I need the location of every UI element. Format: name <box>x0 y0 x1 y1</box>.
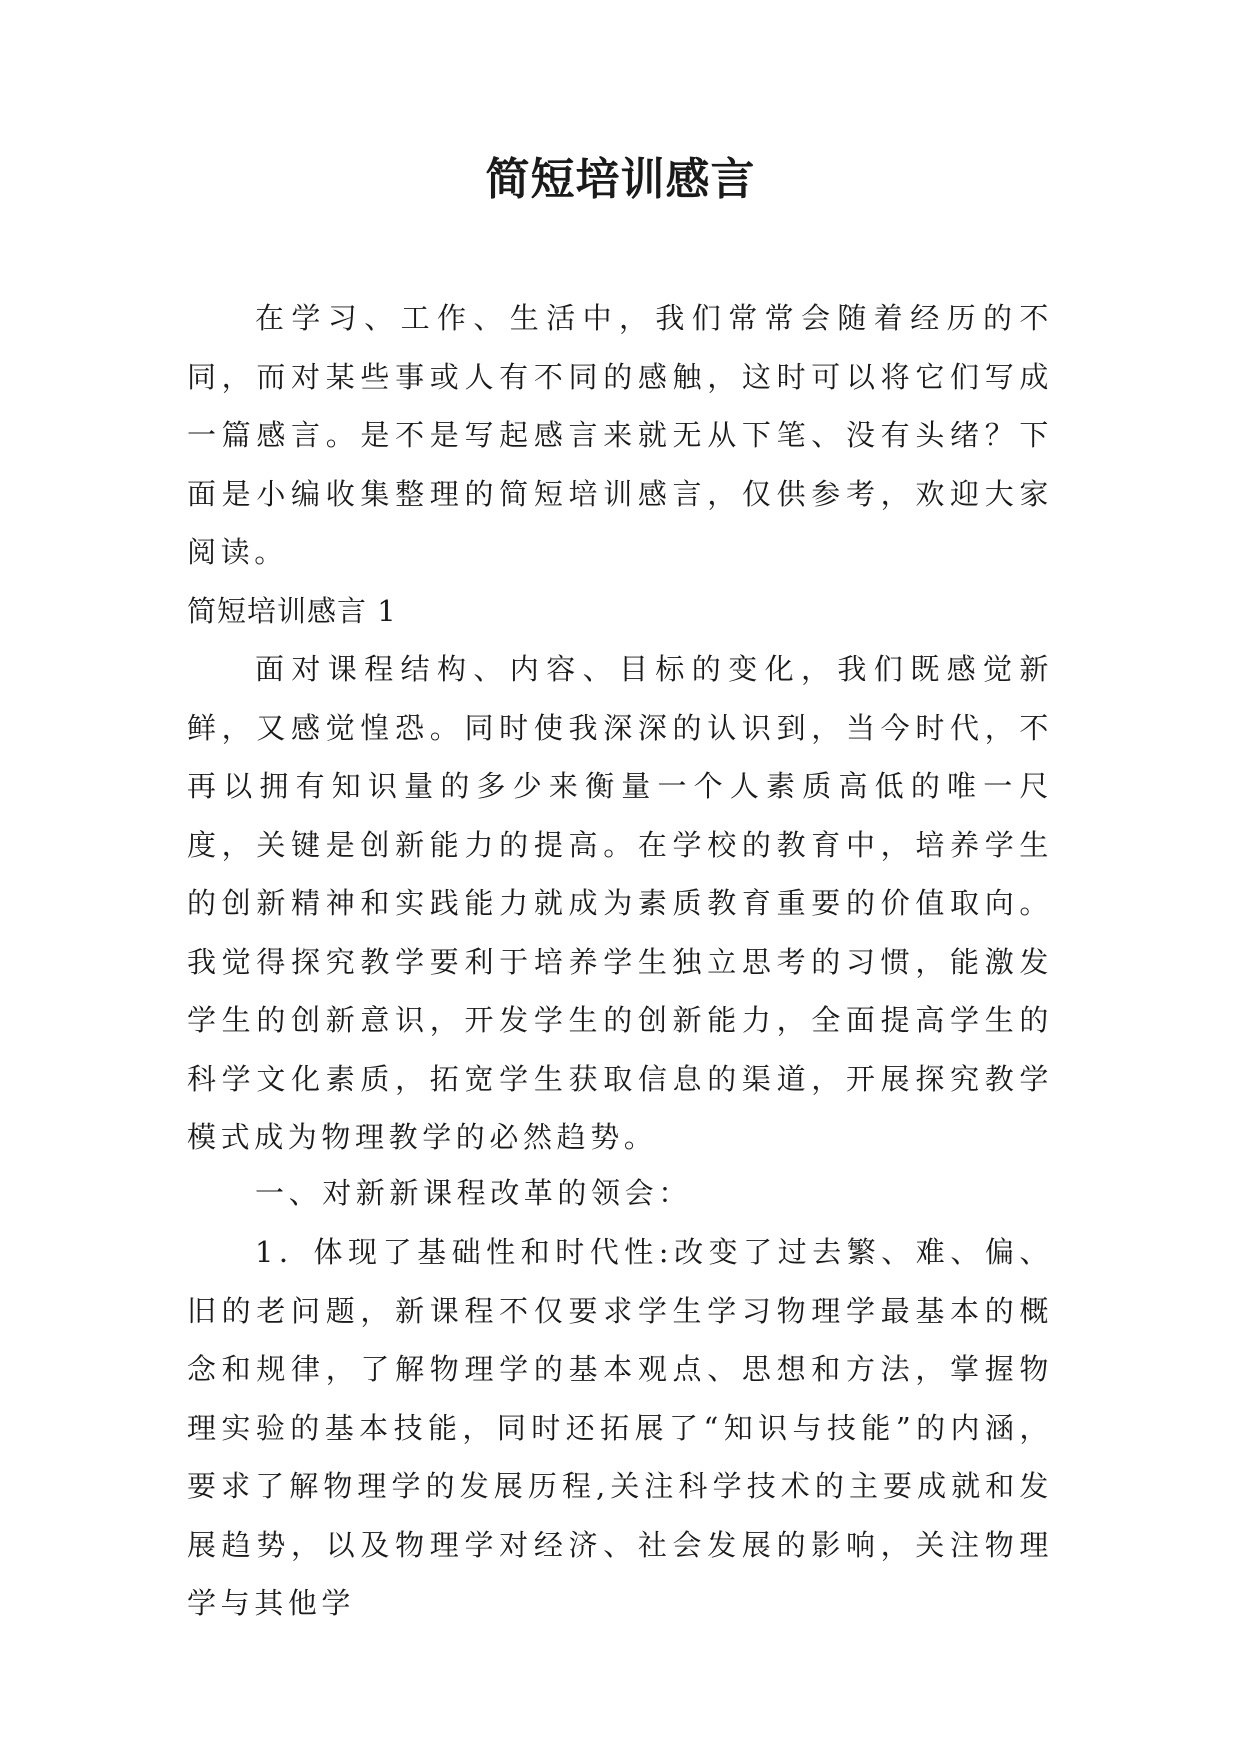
document-title: 简短培训感言 <box>485 154 756 205</box>
body-paragraph: 一、对新新课程改革的领会： <box>255 1176 692 1210</box>
body-paragraph: 面对课程结构、内容、目标的变化，我们既感觉新鲜，又感觉惶恐。同时使我深深的认识到，当今时代，不再以拥有知识量的多少来衡量一个人素质高低的唯一尺度，关键是创新能力的提高。在学校的教育中，培养学生的创新精神和实践能力就成为素质教育重要的价值取向。我觉得探究教学要利于培养学生独立思考的习惯，能激发学生的创新意识，开发学生的创新能力，全面提高学生的科学文化素质，拓宽学生获取信息的渠道，开展探究教学模式成为物理教学的必然趋势。 <box>187 652 1053 1154</box>
intro-paragraph: 在学习、工作、生活中，我们常常会随着经历的不同，而对某些事或人有不同的感触，这时可以将它们写成一篇感言。是不是写起感言来就无从下笔、没有头绪？下面是小编收集整理的简短培训感言，仅供参考，欢迎大家阅读。 <box>187 301 1053 569</box>
section-heading: 简短培训感言 1 <box>187 594 397 628</box>
body-paragraph: 1．体现了基础性和时代性:改变了过去繁、难、偏、旧的老问题，新课程不仅要求学生学习物理学最基本的概念和规律，了解物理学的基本观点、思想和方法，掌握物理实验的基本技能，同时还拓展了“知识与技能”的内涵，要求了解物理学的发展历程,关注科学技术的主要成就和发展趋势，以及物理学对经济、社会发展的影响，关注物理学与其他学 <box>187 1235 1053 1620</box>
